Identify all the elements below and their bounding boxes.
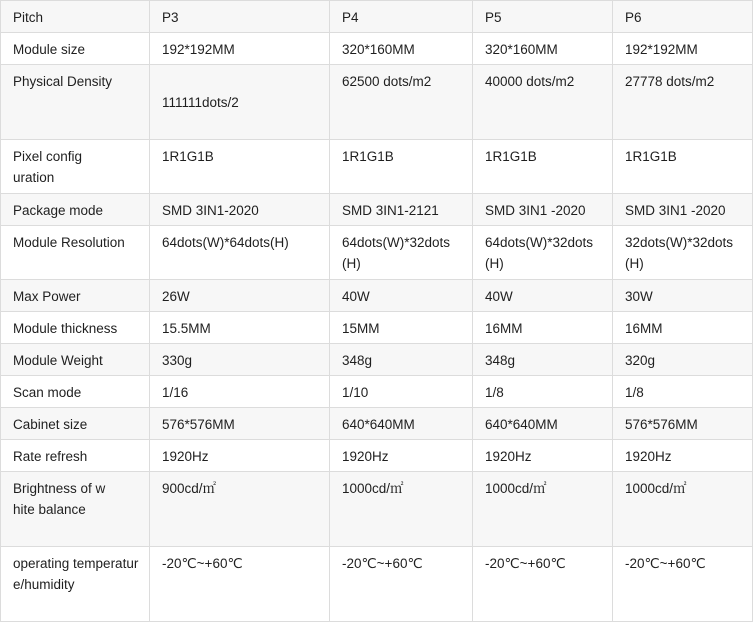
table-cell: 40W (473, 280, 613, 312)
table-cell: 16MM (473, 312, 613, 344)
table-cell: SMD 3IN1-2020 (150, 194, 330, 226)
table-cell: 1920Hz (150, 440, 330, 472)
table-cell: 15MM (330, 312, 473, 344)
table-cell: 62500 dots/m2 (330, 65, 473, 140)
table-cell: 30W (613, 280, 753, 312)
table-cell: 320g (613, 344, 753, 376)
table-row (1, 312, 753, 344)
table-cell: 348g (330, 344, 473, 376)
table-cell: 320*160MM (473, 33, 613, 65)
table-cell: 26W (150, 280, 330, 312)
table-cell: SMD 3IN1 -2020 (613, 194, 753, 226)
row-label: Module Resolution (1, 226, 150, 280)
table-row (1, 376, 753, 408)
table-cell: 1920Hz (613, 440, 753, 472)
table-row (1, 344, 753, 376)
table-row (1, 547, 753, 622)
table-row (1, 408, 753, 440)
table-row (1, 280, 753, 312)
row-label: operating temperature/humidity (1, 547, 150, 622)
table-cell: -20℃~+60℃ (613, 547, 753, 622)
table-cell: SMD 3IN1-2121 (330, 194, 473, 226)
table-cell: -20℃~+60℃ (473, 547, 613, 622)
table-cell: 64dots(W)*32dots(H) (473, 226, 613, 280)
table-cell: -20℃~+60℃ (330, 547, 473, 622)
table-row (1, 65, 753, 140)
table-cell: 900cd/㎡ (150, 472, 330, 547)
table-cell: 576*576MM (150, 408, 330, 440)
row-label: Physical Density (1, 65, 150, 140)
table-row (1, 226, 753, 280)
table-cell: 1R1G1B (150, 140, 330, 194)
row-label: Rate refresh (1, 440, 150, 472)
table-cell: 576*576MM (613, 408, 753, 440)
table-row (1, 472, 753, 547)
table-row (1, 194, 753, 226)
row-label: Module size (1, 33, 150, 65)
table-cell: 1/8 (473, 376, 613, 408)
header-cell-p6: P6 (613, 1, 753, 33)
table-cell: 1R1G1B (330, 140, 473, 194)
table-row (1, 33, 753, 65)
row-label: Module thickness (1, 312, 150, 344)
table-cell: 64dots(W)*32dots(H) (330, 226, 473, 280)
table-cell: 27778 dots/m2 (613, 65, 753, 140)
row-label: Pixel configuration (1, 140, 150, 194)
table-cell: SMD 3IN1 -2020 (473, 194, 613, 226)
table-cell: 64dots(W)*64dots(H) (150, 226, 330, 280)
table-cell: 1000cd/㎡ (473, 472, 613, 547)
header-cell-p4: P4 (330, 1, 473, 33)
row-label: Brightness of white balance (1, 472, 150, 547)
header-cell-p5: P5 (473, 1, 613, 33)
table-cell: 1R1G1B (613, 140, 753, 194)
table-cell: 192*192MM (613, 33, 753, 65)
table-cell: -20℃~+60℃ (150, 547, 330, 622)
table-cell: 15.5MM (150, 312, 330, 344)
table-cell: 16MM (613, 312, 753, 344)
table-cell: 1/10 (330, 376, 473, 408)
table-cell: 1920Hz (473, 440, 613, 472)
table-cell: 348g (473, 344, 613, 376)
table-cell: 640*640MM (330, 408, 473, 440)
row-label: Cabinet size (1, 408, 150, 440)
table-cell: 1/8 (613, 376, 753, 408)
table-header-row (1, 1, 753, 33)
table-cell: 640*640MM (473, 408, 613, 440)
table-cell: 1000cd/㎡ (613, 472, 753, 547)
row-label: Scan mode (1, 376, 150, 408)
table-cell: 1920Hz (330, 440, 473, 472)
table-row (1, 440, 753, 472)
table-cell: 1000cd/㎡ (330, 472, 473, 547)
table-cell: 111111dots/2 (150, 65, 330, 140)
table-cell: 32dots(W)*32dots(H) (613, 226, 753, 280)
header-cell-p3: P3 (150, 1, 330, 33)
table-cell: 320*160MM (330, 33, 473, 65)
table-cell: 40000 dots/m2 (473, 65, 613, 140)
row-label: Max Power (1, 280, 150, 312)
row-label: Module Weight (1, 344, 150, 376)
table-cell: 192*192MM (150, 33, 330, 65)
table-cell: 40W (330, 280, 473, 312)
table-cell: 1/16 (150, 376, 330, 408)
header-cell-label: Pitch (1, 1, 150, 33)
table-row (1, 140, 753, 194)
row-label: Package mode (1, 194, 150, 226)
table-cell: 1R1G1B (473, 140, 613, 194)
table-cell: 330g (150, 344, 330, 376)
